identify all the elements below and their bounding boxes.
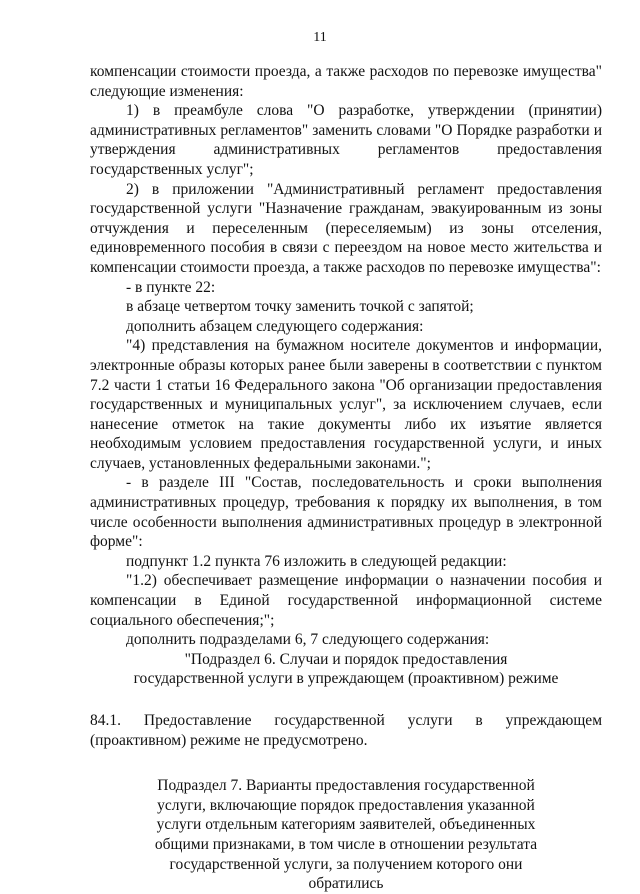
paragraph: дополнить абзацем следующего содержания: xyxy=(126,317,424,335)
subsection-6-text: 84.1. Предоставление государственной услуги в упреждающем (проактивном) режиме не предусмотрено. xyxy=(90,712,602,749)
paragraph: "1.2) обеспечивает размещение информации о назначении пособия и компенсации в Единой государственной информационной системе социального обеспечения;"; xyxy=(90,572,602,629)
subsection-7-title: Подраздел 7. Варианты предоставления государственной услуги, включающие порядок предоставления указанной услуги отдельным категориям заявителей, объединенных общими признаками, в том числе в отношении результата государственной услуги, за получением которого они обратились xyxy=(154,777,538,893)
paragraph: "4) представления на бумажном носителе документов и информации, электронные образы которых ранее были заверены в соответствии с пунктом 7.2 части 1 статьи 16 Федерального закона "Об организации предоставления государственных и муниципальных услуг", за исключением случаев, если нанесение отметок на такие документы либо их изъятие является необходимым условием предоставления государственной услуги, и иных случаев, установленных федеральными законами."; xyxy=(90,337,602,472)
paragraph: - в разделе III "Состав, последовательность и сроки выполнения административных процедур, требования к порядку их выполнения, в том числе особенности выполнения административных процедур в электронной форме": xyxy=(90,474,602,551)
paragraph: в абзаце четвертом точку заменить точкой с запятой; xyxy=(126,298,474,316)
subsection-6-title: "Подраздел 6. Случаи и порядок предоставления государственной услуги в упреждающем (проактивном) режиме xyxy=(133,650,559,688)
paragraph: 2) в приложении "Административный регламент предоставления государственной услуги "Назначение гражданам, эвакуированным из зоны отчуждения и переселенным (переселяемым) из зоны отселения, единовременного пособия в связи с переездом на новое место жительства и компенсации стоимости проезда, а также расходов по перевозке имущества": xyxy=(90,180,602,276)
document-body xyxy=(90,62,602,894)
paragraph: компенсации стоимости проезда, а также расходов по перевозке имущества" следующие изменения: xyxy=(90,63,602,100)
paragraph: дополнить подразделами 6, 7 следующего содержания: xyxy=(126,631,490,649)
paragraph: подпункт 1.2 пункта 76 изложить в следующей редакции: xyxy=(126,552,507,570)
paragraph: - в пункте 22: xyxy=(126,278,216,296)
page-number: 11 xyxy=(313,30,327,45)
paragraph: 1) в преамбуле слова "О разработке, утверждении (принятии) административных регламентов" заменить словами "О Порядке разработки и утверждения административных регламентов предоставления государственных услуг"; xyxy=(90,102,602,178)
